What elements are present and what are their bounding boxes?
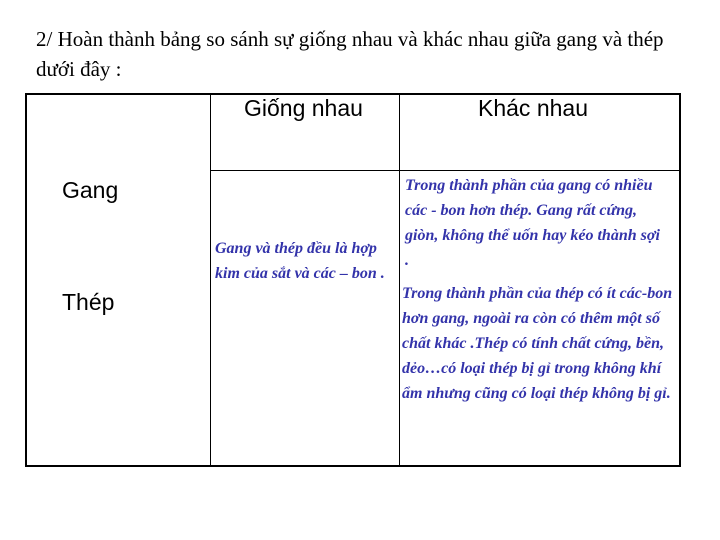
similar-cell-text: Gang và thép đều là hợp kim của sắt và các – bon . bbox=[215, 240, 385, 282]
table-divider bbox=[210, 170, 680, 171]
table-divider bbox=[399, 95, 400, 465]
table-divider bbox=[210, 95, 211, 465]
exercise-title: 2/ Hoàn thành bảng so sánh sự giống nhau và khác nhau giữa gang và thép dưới đây : bbox=[36, 27, 664, 81]
header-similar: Giống nhau bbox=[244, 95, 363, 121]
row-label-thep: Thép bbox=[62, 289, 115, 315]
header-different: Khác nhau bbox=[478, 95, 588, 121]
gang-difference-text: Trong thành phần của gang có nhiều các - bon hơn thép. Gang rất cứng, giòn, không thể uốn hay kéo thành sợi . bbox=[405, 177, 660, 269]
row-label-gang: Gang bbox=[62, 177, 119, 203]
thep-difference-text: Trong thành phần của thép có ít các-bon hơn gang, ngoài ra còn có thêm một số chất khác .Thép có tính chất cứng, bền, dẻo…có loại thép bị gỉ trong không khí ẩm nhưng cũng có loại thép không bị gỉ. bbox=[402, 285, 673, 402]
